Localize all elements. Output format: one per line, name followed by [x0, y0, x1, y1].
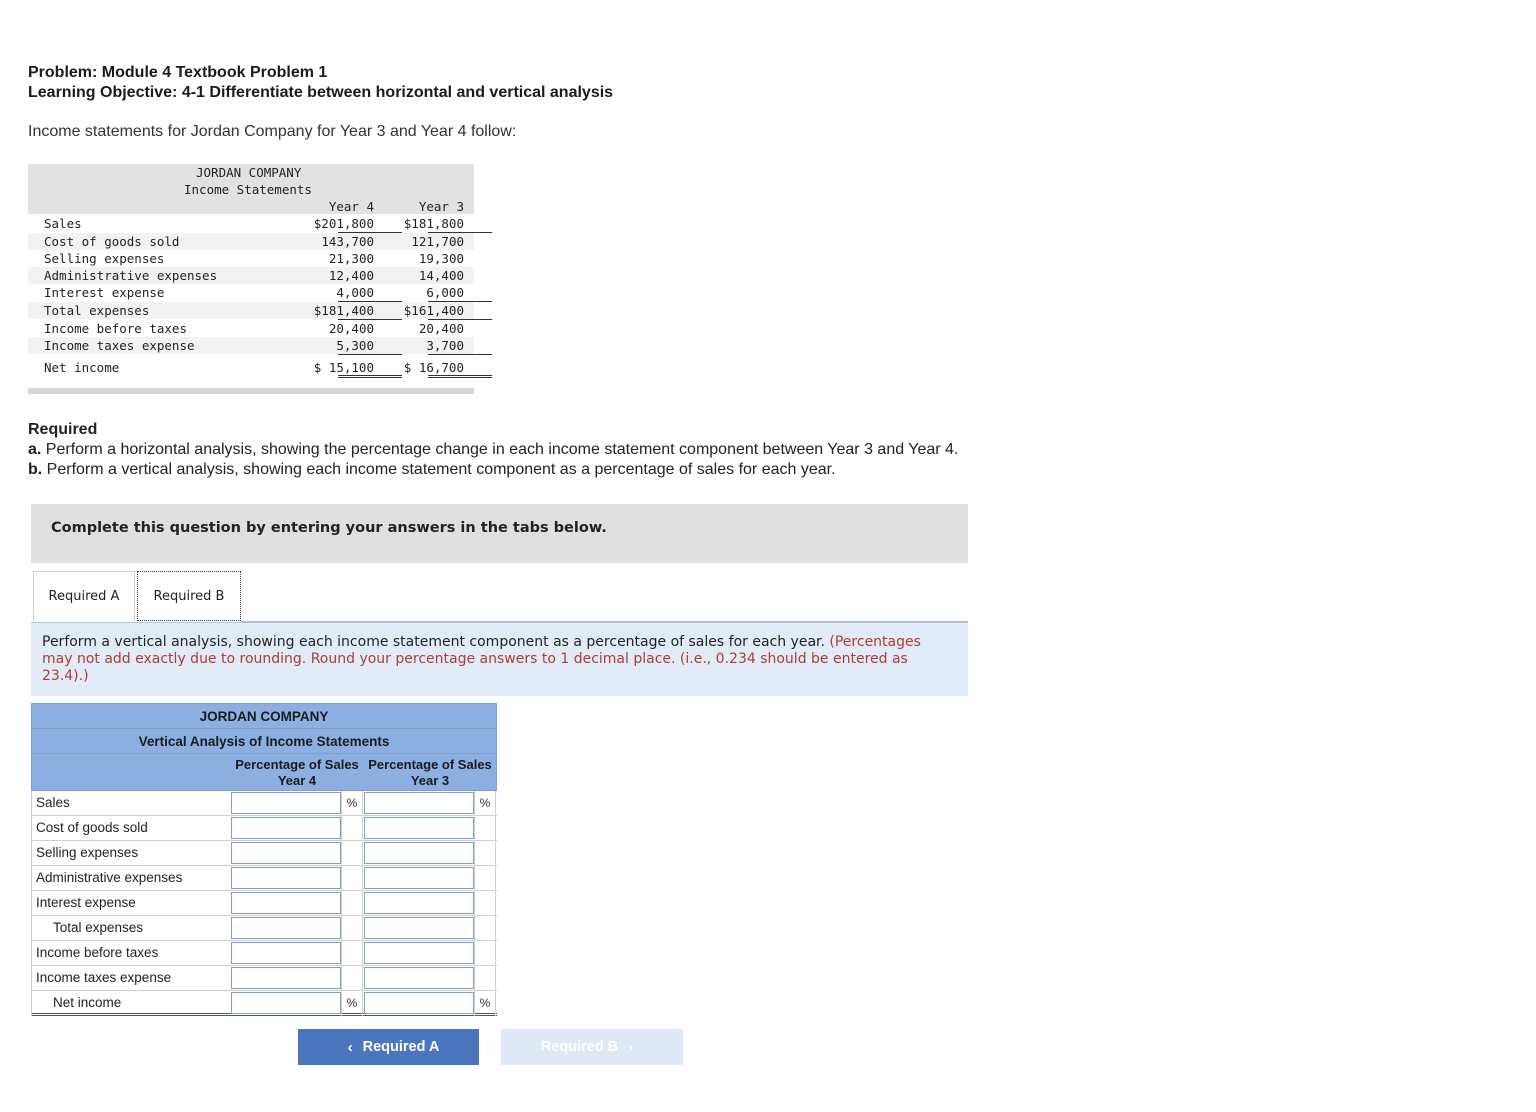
- interest-year3-input[interactable]: [364, 892, 474, 914]
- prev-required-a-button[interactable]: [298, 1029, 479, 1065]
- row-label-net-income: Net income: [31, 991, 230, 1016]
- statement-value-y3: 3,700: [426, 338, 464, 353]
- statement-label: Net income: [44, 360, 120, 375]
- table-row: [31, 916, 497, 941]
- row-label-sales: Sales: [31, 791, 230, 816]
- statement-value-y3: $ 16,700: [403, 360, 464, 375]
- required-b-text: Perform a vertical analysis, showing each income statement component as a percentage of sales for each year.: [42, 461, 836, 478]
- sales-year3-input[interactable]: [364, 792, 474, 814]
- statement-value-y4: 20,400: [328, 321, 374, 336]
- statement-row: [28, 215, 474, 232]
- next-button-label: Required B: [540, 1039, 619, 1055]
- interest-year4-input[interactable]: [231, 892, 341, 914]
- row-label-selling: Selling expenses: [31, 841, 230, 866]
- statement-value-y4: 143,700: [321, 234, 374, 249]
- statement-value-y3: $161,400: [403, 303, 464, 318]
- statement-row: [28, 233, 474, 250]
- statement-value-y4: $181,400: [313, 303, 374, 318]
- row-label-total-expenses: Total expenses: [31, 916, 230, 941]
- required-section: [28, 420, 958, 480]
- cogs-year3-input[interactable]: [364, 817, 474, 839]
- question-panel: [31, 622, 968, 696]
- statement-row: [28, 250, 474, 267]
- answer-column-header-row: [31, 753, 497, 791]
- panel-text: Perform a vertical analysis, showing each income statement component as a percentage of sales for each year.: [42, 634, 825, 650]
- table-row: [31, 991, 497, 1016]
- statement-label: Income taxes expense: [44, 338, 195, 353]
- col-header-year3: Percentage of Sales Year 3: [368, 757, 492, 788]
- income-before-taxes-year3-input[interactable]: [364, 942, 474, 964]
- row-label-cogs: Cost of goods sold: [31, 816, 230, 841]
- prev-button-label: Required A: [362, 1039, 440, 1055]
- statement-label: Sales: [44, 216, 82, 231]
- next-required-b-button[interactable]: [501, 1029, 683, 1065]
- net-income-year3-input[interactable]: [364, 992, 474, 1014]
- statement-row: [28, 337, 474, 354]
- table-row: [31, 941, 497, 966]
- answer-company: JORDAN COMPANY: [31, 703, 497, 729]
- tab-required-a[interactable]: Required A: [33, 571, 135, 621]
- problem-title: Problem: Module 4 Textbook Problem 1: [28, 64, 328, 81]
- income-before-taxes-year4-input[interactable]: [231, 942, 341, 964]
- tab-required-b[interactable]: Required B: [137, 571, 241, 621]
- percent-sign: %: [341, 791, 363, 816]
- statement-label: Income before taxes: [44, 321, 187, 336]
- required-a-text: Perform a horizontal analysis, showing the percentage change in each income statement component between Year 3 and Year 4.: [41, 441, 959, 458]
- required-a: [28, 440, 958, 460]
- answer-title: Vertical Analysis of Income Statements: [31, 728, 497, 754]
- statement-row: [28, 267, 474, 284]
- statement-value-y4: 4,000: [336, 285, 374, 300]
- income-statement-table: [28, 164, 474, 394]
- statement-title: Income Statements: [184, 182, 312, 197]
- statement-label: Cost of goods sold: [44, 234, 180, 249]
- statement-value-y3: 19,300: [418, 251, 464, 266]
- percent-sign: %: [474, 991, 496, 1016]
- required-a-tag: a.: [28, 441, 42, 458]
- selling-year3-input[interactable]: [364, 842, 474, 864]
- row-label-income-taxes: Income taxes expense: [31, 966, 230, 991]
- total-expenses-year4-input[interactable]: [231, 917, 341, 939]
- cogs-year4-input[interactable]: [231, 817, 341, 839]
- income-taxes-year4-input[interactable]: [231, 967, 341, 989]
- row-label-income-before-taxes: Income before taxes: [31, 941, 230, 966]
- statement-value-y3: $181,800: [403, 216, 464, 231]
- table-row: [31, 791, 497, 816]
- statement-value-y4: 21,300: [328, 251, 374, 266]
- statement-row: [28, 284, 474, 301]
- statement-col-year3: Year 3: [418, 199, 464, 214]
- statement-company: JORDAN COMPANY: [196, 165, 302, 180]
- table-row: [31, 841, 497, 866]
- statement-value-y4: $ 15,100: [313, 360, 374, 375]
- income-taxes-year3-input[interactable]: [364, 967, 474, 989]
- chevron-left-icon: ‹: [347, 1038, 353, 1056]
- statement-label: Administrative expenses: [44, 268, 218, 283]
- intro-text: Income statements for Jordan Company for Year 3 and Year 4 follow:: [28, 123, 517, 140]
- statement-value-y3: 6,000: [426, 285, 464, 300]
- statement-label: Selling expenses: [44, 251, 165, 266]
- net-income-year4-input[interactable]: [231, 992, 341, 1014]
- statement-value-y4: 12,400: [328, 268, 374, 283]
- table-row: [31, 816, 497, 841]
- statement-label: Interest expense: [44, 285, 165, 300]
- statement-value-y4: $201,800: [313, 216, 374, 231]
- statement-col-year4: Year 4: [328, 199, 374, 214]
- statement-value-y3: 121,700: [411, 234, 464, 249]
- row-label-admin: Administrative expenses: [31, 866, 230, 891]
- table-row: [31, 966, 497, 991]
- statement-value-y3: 20,400: [418, 321, 464, 336]
- row-label-interest: Interest expense: [31, 891, 230, 916]
- statement-value-y4: 5,300: [336, 338, 374, 353]
- statement-row: [28, 359, 474, 376]
- admin-year3-input[interactable]: [364, 867, 474, 889]
- instruction-box: [31, 504, 968, 563]
- statement-row: [28, 320, 474, 337]
- statement-label: Total expenses: [44, 303, 150, 318]
- panel-note: (Percentages may not add exactly due to rounding. Round your percentage answers to 1 decimal place. (i.e., 0.234 should be entered as 23.4).): [42, 634, 921, 684]
- chevron-right-icon: ›: [628, 1038, 634, 1056]
- table-row: [31, 891, 497, 916]
- statement-value-y3: 14,400: [418, 268, 464, 283]
- required-b-tag: b.: [28, 461, 43, 478]
- instruction-text: Complete this question by entering your answers in the tabs below.: [51, 520, 607, 536]
- admin-year4-input[interactable]: [231, 867, 341, 889]
- selling-year4-input[interactable]: [231, 842, 341, 864]
- statement-row: [28, 302, 474, 319]
- col-header-year4: Percentage of Sales Year 4: [235, 757, 359, 788]
- percent-sign: %: [341, 991, 363, 1016]
- total-expenses-year3-input[interactable]: [364, 917, 474, 939]
- percent-sign: %: [474, 791, 496, 816]
- learning-objective: Learning Objective: 4-1 Differentiate between horizontal and vertical analysis: [28, 84, 614, 101]
- sales-year4-input[interactable]: [231, 792, 341, 814]
- required-b: [28, 460, 958, 480]
- table-row: [31, 866, 497, 891]
- required-heading: Required: [28, 421, 98, 438]
